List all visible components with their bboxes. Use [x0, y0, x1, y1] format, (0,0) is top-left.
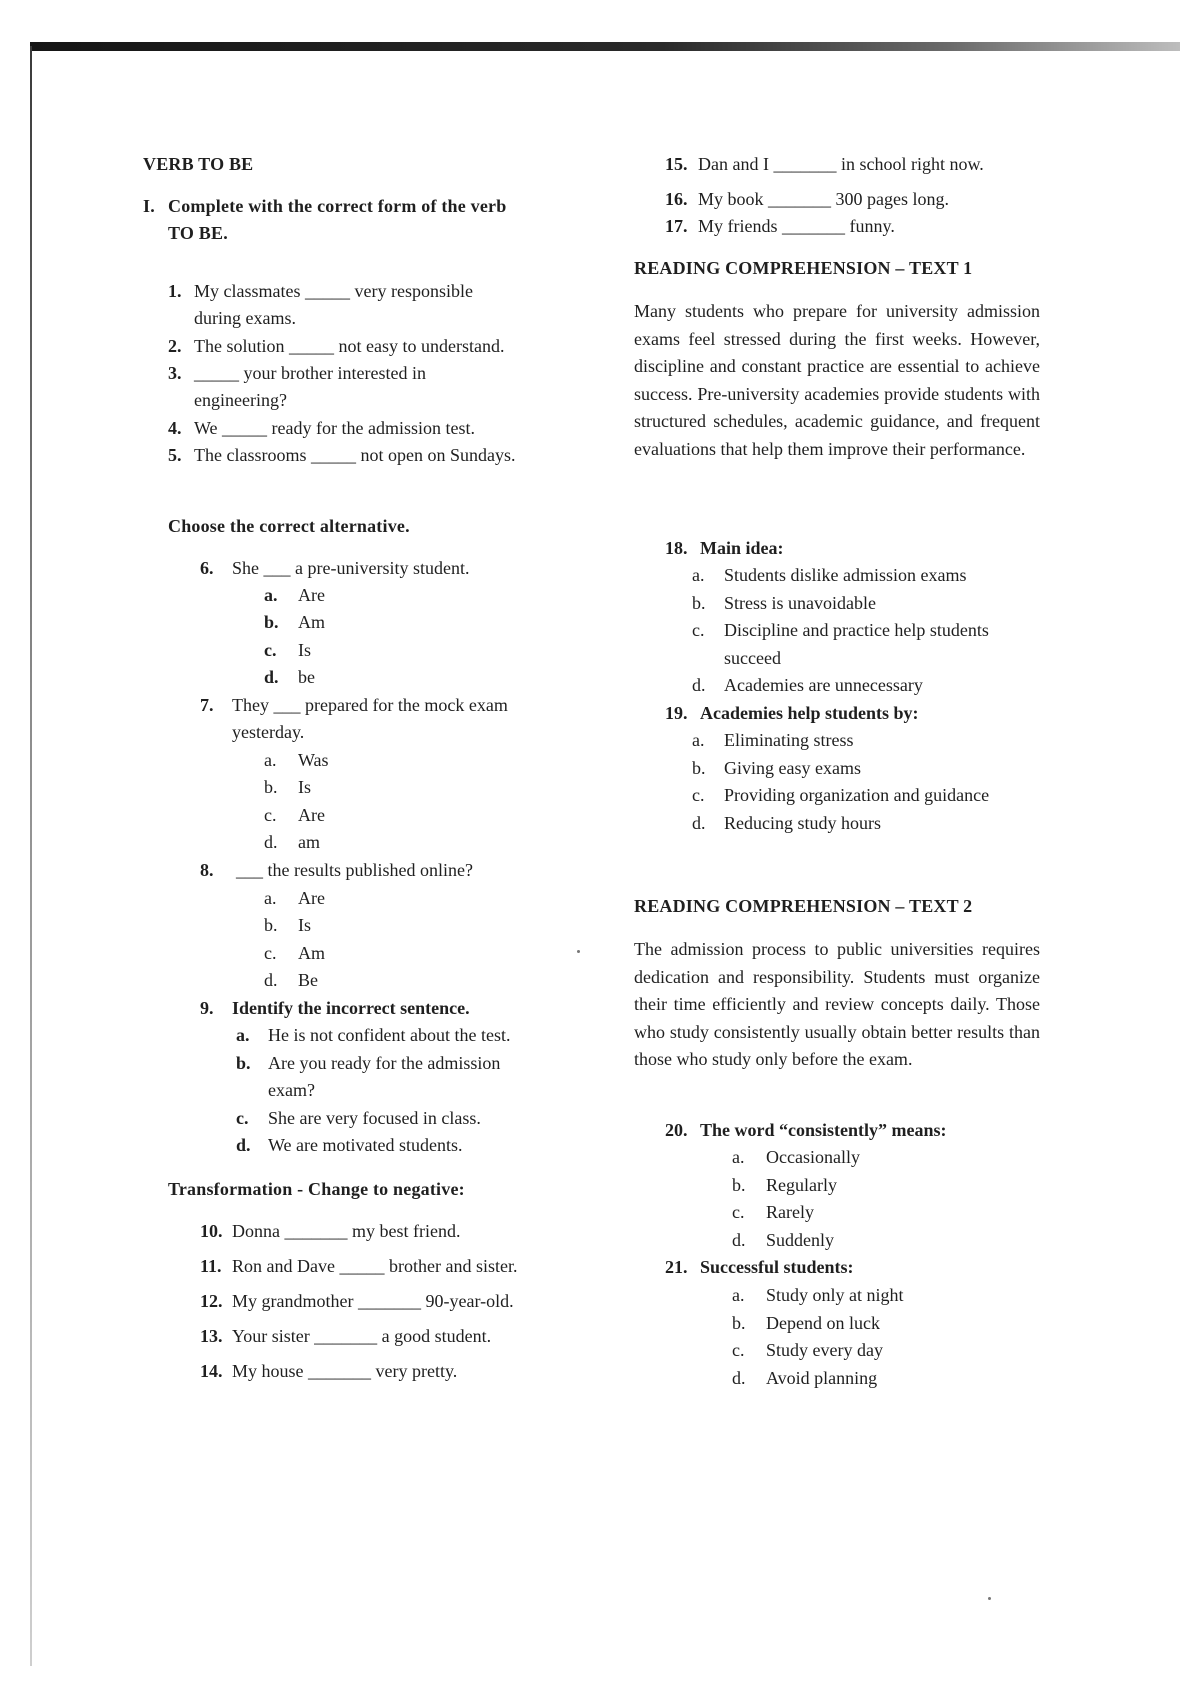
item-text: _____ your brother interested in [194, 363, 426, 383]
question-text: The word “consistently” means: [700, 1120, 947, 1140]
section-1-number: I. [143, 196, 155, 216]
option-text: He is not confident about the test. [268, 1025, 511, 1045]
option-letter: d. [264, 667, 279, 687]
question-text: Main idea: [700, 538, 784, 558]
option-letter: d. [692, 813, 706, 833]
option-text: Providing organization and guidance [724, 785, 990, 805]
option-text: Avoid planning [766, 1368, 878, 1388]
option-text: Eliminating stress [724, 730, 854, 750]
question-text: Successful students: [700, 1257, 854, 1277]
item-text: Dan and I _______ in school right now. [698, 154, 984, 174]
option-letter: a. [692, 730, 705, 750]
option-letter: a. [692, 565, 705, 585]
option-letter: d. [692, 675, 706, 695]
option-text: Reducing study hours [724, 813, 881, 833]
option-letter: b. [732, 1313, 746, 1333]
option-text: Depend on luck [766, 1313, 880, 1333]
reading-2-heading: READING COMPREHENSION – TEXT 2 [634, 896, 973, 916]
scan-top-edge [30, 42, 1180, 51]
option-text: Is [298, 915, 311, 935]
question-number: 20. [665, 1120, 688, 1140]
option-letter: a. [732, 1147, 745, 1167]
option-letter: a. [732, 1285, 745, 1305]
option-text: Rarely [766, 1202, 814, 1222]
item-number: 15. [665, 154, 688, 174]
option-letter: c. [732, 1340, 745, 1360]
reading-1-heading: READING COMPREHENSION – TEXT 1 [634, 258, 973, 278]
option-text: be [298, 667, 315, 687]
question-number: 8. [200, 860, 214, 880]
item-number: 3. [168, 363, 182, 383]
question-text: Identify the incorrect sentence. [232, 998, 470, 1018]
item-number: 4. [168, 418, 182, 438]
option-letter: c. [264, 943, 277, 963]
option-text: Is [298, 777, 311, 797]
item-text-cont: engineering? [194, 390, 287, 410]
option-letter: b. [692, 758, 706, 778]
item-text: We _____ ready for the admission test. [194, 418, 475, 438]
section-2-heading: Choose the correct alternative. [168, 516, 410, 536]
item-text: Donna _______ my best friend. [232, 1221, 461, 1241]
option-text: Academies are unnecessary [724, 675, 923, 695]
item-number: 2. [168, 336, 182, 356]
option-text: Study only at night [766, 1285, 904, 1305]
option-letter: d. [732, 1368, 746, 1388]
option-letter: b. [264, 612, 279, 632]
option-letter: a. [264, 888, 277, 908]
option-letter: c. [264, 805, 277, 825]
option-letter: d. [264, 970, 278, 990]
question-number: 21. [665, 1257, 688, 1277]
option-letter: b. [732, 1175, 746, 1195]
item-number: 12. [200, 1291, 223, 1311]
scan-speck [988, 1597, 991, 1600]
item-number: 13. [200, 1326, 223, 1346]
item-text-cont: during exams. [194, 308, 296, 328]
question-text-cont: yesterday. [232, 722, 305, 742]
item-number: 14. [200, 1361, 223, 1381]
option-text: Was [298, 750, 329, 770]
item-number: 11. [200, 1256, 222, 1276]
option-letter: c. [732, 1202, 745, 1222]
option-letter: c. [692, 620, 705, 640]
section-1-instruction-line1: Complete with the correct form of the verb [168, 196, 507, 216]
question-number: 19. [665, 703, 688, 723]
section-3-heading: Transformation - Change to negative: [168, 1179, 465, 1199]
item-number: 5. [168, 445, 182, 465]
question-text: Academies help students by: [700, 703, 919, 723]
option-text-cont: succeed [724, 648, 781, 668]
question-number: 9. [200, 998, 214, 1018]
option-text: Am [298, 612, 325, 632]
option-text: She are very focused in class. [268, 1108, 481, 1128]
item-text: My book _______ 300 pages long. [698, 189, 949, 209]
item-number: 1. [168, 281, 182, 301]
item-text: My grandmother _______ 90-year-old. [232, 1291, 514, 1311]
option-text: We are motivated students. [268, 1135, 463, 1155]
question-number: 6. [200, 558, 214, 578]
option-letter: c. [692, 785, 705, 805]
option-text: Am [298, 943, 325, 963]
item-number: 16. [665, 189, 688, 209]
option-text: Suddenly [766, 1230, 835, 1250]
scan-speck [577, 950, 580, 953]
question-text: ___ the results published online? [236, 860, 473, 880]
option-text: am [298, 832, 320, 852]
option-text: Are [298, 888, 325, 908]
option-text: Study every day [766, 1340, 883, 1360]
option-letter: a. [264, 750, 277, 770]
option-text: Occasionally [766, 1147, 860, 1167]
item-number: 10. [200, 1221, 223, 1241]
option-text: Stress is unavoidable [724, 593, 876, 613]
question-number: 7. [200, 695, 214, 715]
page-title: VERB TO BE [143, 154, 254, 174]
option-text: Discipline and practice help students [724, 620, 989, 640]
option-letter: b. [236, 1053, 251, 1073]
option-letter: a. [236, 1025, 250, 1045]
option-text: Is [298, 640, 311, 660]
question-text: They ___ prepared for the mock exam [232, 695, 508, 715]
scan-left-edge [30, 46, 32, 1666]
option-letter: b. [264, 777, 278, 797]
option-letter: c. [236, 1108, 249, 1128]
option-text: Giving easy exams [724, 758, 861, 778]
item-text: The classrooms _____ not open on Sundays. [194, 445, 516, 465]
item-text: The solution _____ not easy to understand. [194, 336, 505, 356]
reading-2-paragraph: The admission process to public universities requires dedication and responsibility. Students must organize their time efficiently and review concepts daily. Those who study consistently usually obtain better results than those who study only before the exam. [634, 939, 1040, 1069]
option-letter: d. [732, 1230, 746, 1250]
option-text: Are [298, 805, 325, 825]
option-letter: b. [692, 593, 706, 613]
reading-1-paragraph: Many students who prepare for university admission exams feel stressed during the first weeks. However, discipline and constant practice are essential to achieve success. Pre-university academies provide students with structured schedules, academic guidance, and frequent evaluations that help them improve their performance. [634, 301, 1040, 459]
option-text-cont: exam? [268, 1080, 315, 1100]
option-letter: d. [236, 1135, 251, 1155]
option-letter: c. [264, 640, 277, 660]
item-text: Ron and Dave _____ brother and sister. [232, 1256, 518, 1276]
item-text: My house _______ very pretty. [232, 1361, 458, 1381]
question-number: 18. [665, 538, 688, 558]
option-text: Students dislike admission exams [724, 565, 967, 585]
option-text: Are [298, 585, 325, 605]
option-text: Are you ready for the admission [268, 1053, 501, 1073]
item-number: 17. [665, 216, 688, 236]
item-text: My friends _______ funny. [698, 216, 895, 236]
item-text: My classmates _____ very responsible [194, 281, 473, 301]
option-letter: b. [264, 915, 278, 935]
option-letter: a. [264, 585, 278, 605]
item-text: Your sister _______ a good student. [232, 1326, 492, 1346]
section-1-instruction-line2: TO BE. [168, 223, 228, 243]
option-text: Be [298, 970, 318, 990]
option-text: Regularly [766, 1175, 837, 1195]
question-text: She ___ a pre-university student. [232, 558, 470, 578]
option-letter: d. [264, 832, 278, 852]
